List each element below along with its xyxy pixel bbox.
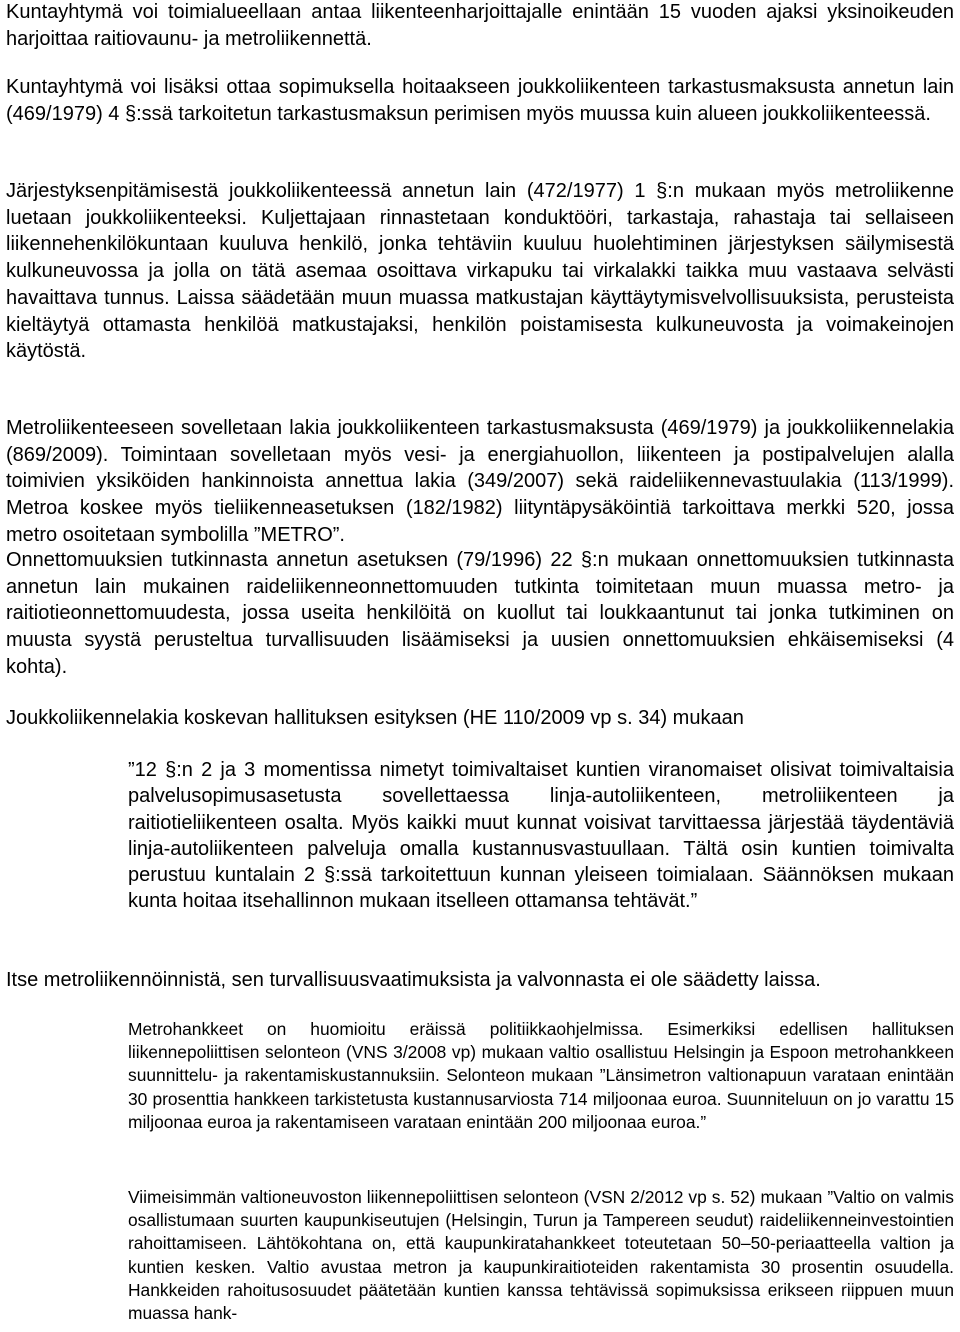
paragraph-exclusive-rights: Kuntayhtymä voi toimialueellaan antaa liikenteenharjoittajalle enintään 15 vuoden ajaksi yksinoikeuden harjoittaa raitiovaunu- ja metroliikennettä.	[6, 1, 954, 50]
paragraph-accident-investigation: Onnettomuuksien tutkinnasta annetun asetuksen (79/1996) 22 §:n mukaan onnettomuuksien tutkinnasta annetun lain mukainen raideliikenneonnettomuuden tutkinta toimitetaan muun muassa metro- ja raitiotieonnettomuudesta, jossa useita henkilöitä on kuollut tai loukkaantunut tai jonka tutkiminen on muusta syystä perusteltua turvallisuuden lisäämiseksi ja uusien onnettomuuksien ehkäisemiseksi (4 kohta).	[6, 549, 954, 678]
paragraph-latest-transport-policy: Viimeisimmän valtioneuvoston liikennepoliittisen selonteon (VSN 2/2012 vp s. 52) mukaan ”Valtio on valmis osallistumaan suurten kaupunkiseutujen (Helsingin, Turun ja Tampereen seudut) raideliikenneinvestointien rahoittamiseen. Lähtökohtana on, että kaupunkiratahankkeet toteutetaan 50–50-periaatteella valtion ja kuntien kesken. Valtio avustaa metron ja kaupunkiraitioteiden rakentamista 30 prosentin osuudella. Hankkeiden rahoitusosuudet päätetään kuntien kanssa tehtävissä sopimuksissa erikseen riippuen muun muassa hank-	[128, 1187, 954, 1324]
paragraph-metro-legislation: Metroliikenteeseen sovelletaan lakia joukkoliikenteen tarkastusmaksusta (469/1979) ja joukkoliikennelakia (869/2009). Toimintaan sovelletaan myös vesi- ja energiahuollon, liikenteen ja postipalvelujen alalla toimivien yksiköiden hankinnoista annettua lakia (349/2007) sekä raideliikennevastuulakia (113/1999). Metroa koskee myös tieliikenneasetuksen (182/1982) liityntäpysäköintiä tarkoittava merkki 520, jossa metro osoitetaan symbolilla ”METRO”.	[6, 417, 954, 546]
paragraph-safety-requirements: Itse metroliikennöinnistä, sen turvallisuusvaatimuksista ja valvonnasta ei ole säädetty laissa.	[6, 969, 821, 991]
paragraph-inspection-fee: Kuntayhtymä voi lisäksi ottaa sopimuksella hoitaakseen joukkoliikenteen tarkastusmaksusta annetun lain (469/1979) 4 §:ssä tarkoitetun tarkastusmaksun perimisen myös muussa kuin alueen joukkoliikenteessä.	[6, 76, 954, 125]
paragraph-government-proposal: Joukkoliikennelakia koskevan hallituksen esityksen (HE 110/2009 vp s. 34) mukaan	[6, 707, 744, 729]
paragraph-order-maintenance: Järjestyksenpitämisestä joukkoliikenteessä annetun lain (472/1977) 1 §:n mukaan myös metroliikenne luetaan joukkoliikenteeksi. Kuljettajaan rinnastetaan konduktööri, tarkastaja, rahastaja tai sellaiseen liikennehenkilökuntaan kuuluva henkilö, jonka tehtäviin kuuluu huolehtiminen järjestyksen säilymisestä kulkuneuvossa ja jolla on tätä asemaa osoittava virkapuku tai virkalakki taikka muu vastaava selvästi havaittava tunnus. Laissa säädetään muun muassa matkustajan käyttäytymisvelvollisuuksista, perusteista kieltäytyä ottamasta henkilöä matkustajaksi, henkilön poistamisesta kulkuneuvosta ja voimakeinojen käytöstä.	[6, 180, 954, 363]
paragraph-policy-programmes: Metrohankkeet on huomioitu eräissä politiikkaohjelmissa. Esimerkiksi edellisen hallituksen liikennepoliittisen selonteon (VNS 3/2008 vp) mukaan valtio osallistuu Helsingin ja Espoon metrohankkeen suunnittelu- ja rakentamiskustannuksiin. Selonteon mukaan ”Länsimetron valtionapuun varataan enintään 30 prosenttia hankkeen tarkistetusta kustannusarviosta 714 miljoonaa euroa. Suunniteluun on jo varattu 15 miljoonaa euroa ja rakentamiseen varataan enintään 200 miljoonaa euroa.”	[128, 1019, 954, 1132]
quotation-block: ”12 §:n 2 ja 3 momentissa nimetyt toimivaltaiset kuntien viranomaiset olisivat toimivaltaisia palvelusopimusasetusta sovellettaessa linja-autoliikenteen, metroliikenteen ja raitiotieliikenteen osalta. Myös kaikki muut kunnat voisivat tarvittaessa järjestää täydentäviä linja-autoliikenteen palveluja omalla kustannusvastuullaan. Tältä osin kuntien toimivalta perustuu kuntalain 2 §:ssä tarkoitettuun kunnan yleiseen toimialaan. Säännöksen mukaan kunta hoitaa itsehallinnon mukaan itselleen ottamansa tehtävät.”	[128, 759, 954, 913]
